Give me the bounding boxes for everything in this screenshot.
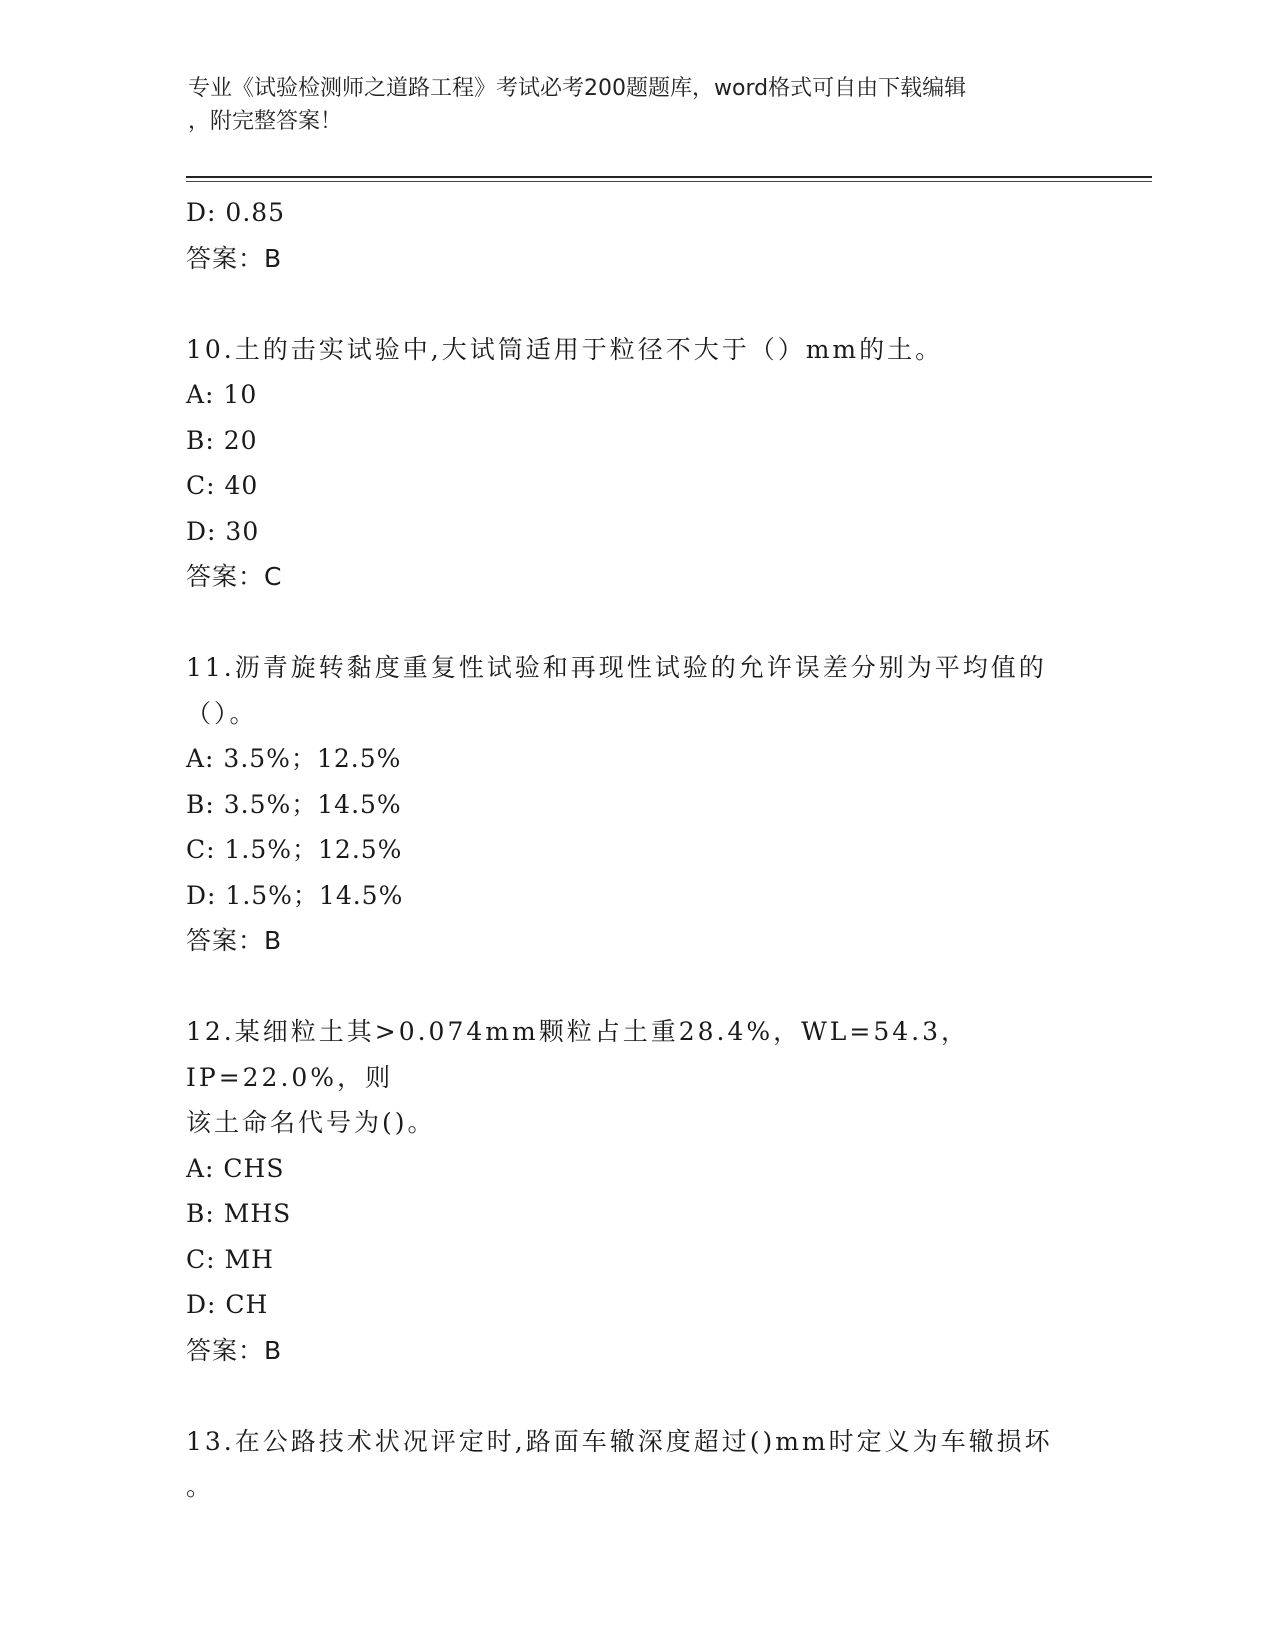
option-d: D: 1.5%；14.5% [186, 880, 404, 910]
option-a: A: 10 [186, 380, 258, 409]
document-header: 专业《试验检测师之道路工程》考试必考200题题库，word格式可自由下载编辑 ，附完整答案！ [188, 76, 967, 134]
question-11 [186, 645, 1086, 964]
spacer [186, 600, 1086, 646]
option-b: B: 3.5%；14.5% [186, 789, 402, 819]
question-list [186, 190, 1086, 1510]
answer-label: 答案：C [186, 562, 283, 591]
option-d: D: CH [186, 1290, 269, 1319]
question-13 [186, 1419, 1086, 1510]
option-c: C: 40 [186, 471, 259, 500]
answer-label: 答案：B [186, 926, 283, 955]
spacer [186, 1373, 1086, 1419]
option-a: A: CHS [186, 1153, 285, 1183]
question-text: 10.土的击实试验中,大试筒适用于粒径不大于（）mm的土。 [186, 334, 944, 364]
header-divider-thin [186, 181, 1152, 182]
answer-label: 答案：B [186, 243, 283, 273]
question-text: 11.沥青旋转黏度重复性试验和再现性试验的允许误差分别为平均值的 （）。 [186, 653, 1047, 728]
question-text: 13.在公路技术状况评定时,路面车辙深度超过()mm时定义为车辙损坏 。 [186, 1426, 1053, 1501]
option-d: D: 30 [186, 516, 260, 546]
option-c: C: MH [186, 1244, 274, 1274]
question-text: 12.某细粒土其>0.074mm颗粒占土重28.4%，WL=54.3，IP=22.0%，则 该土命名代号为()。 [186, 1017, 970, 1137]
question-10 [186, 327, 1086, 600]
spacer [186, 964, 1086, 1010]
spacer [186, 281, 1086, 327]
answer-label: 答案：B [186, 1335, 283, 1365]
option-d: D: 0.85 [186, 198, 286, 227]
question-12 [186, 1009, 1086, 1373]
option-c: C: 1.5%；12.5% [186, 835, 403, 864]
header-divider-thick [186, 176, 1152, 178]
option-a: A: 3.5%；12.5% [186, 744, 402, 773]
option-b: B: MHS [186, 1199, 292, 1228]
option-b: B: 20 [186, 425, 258, 455]
